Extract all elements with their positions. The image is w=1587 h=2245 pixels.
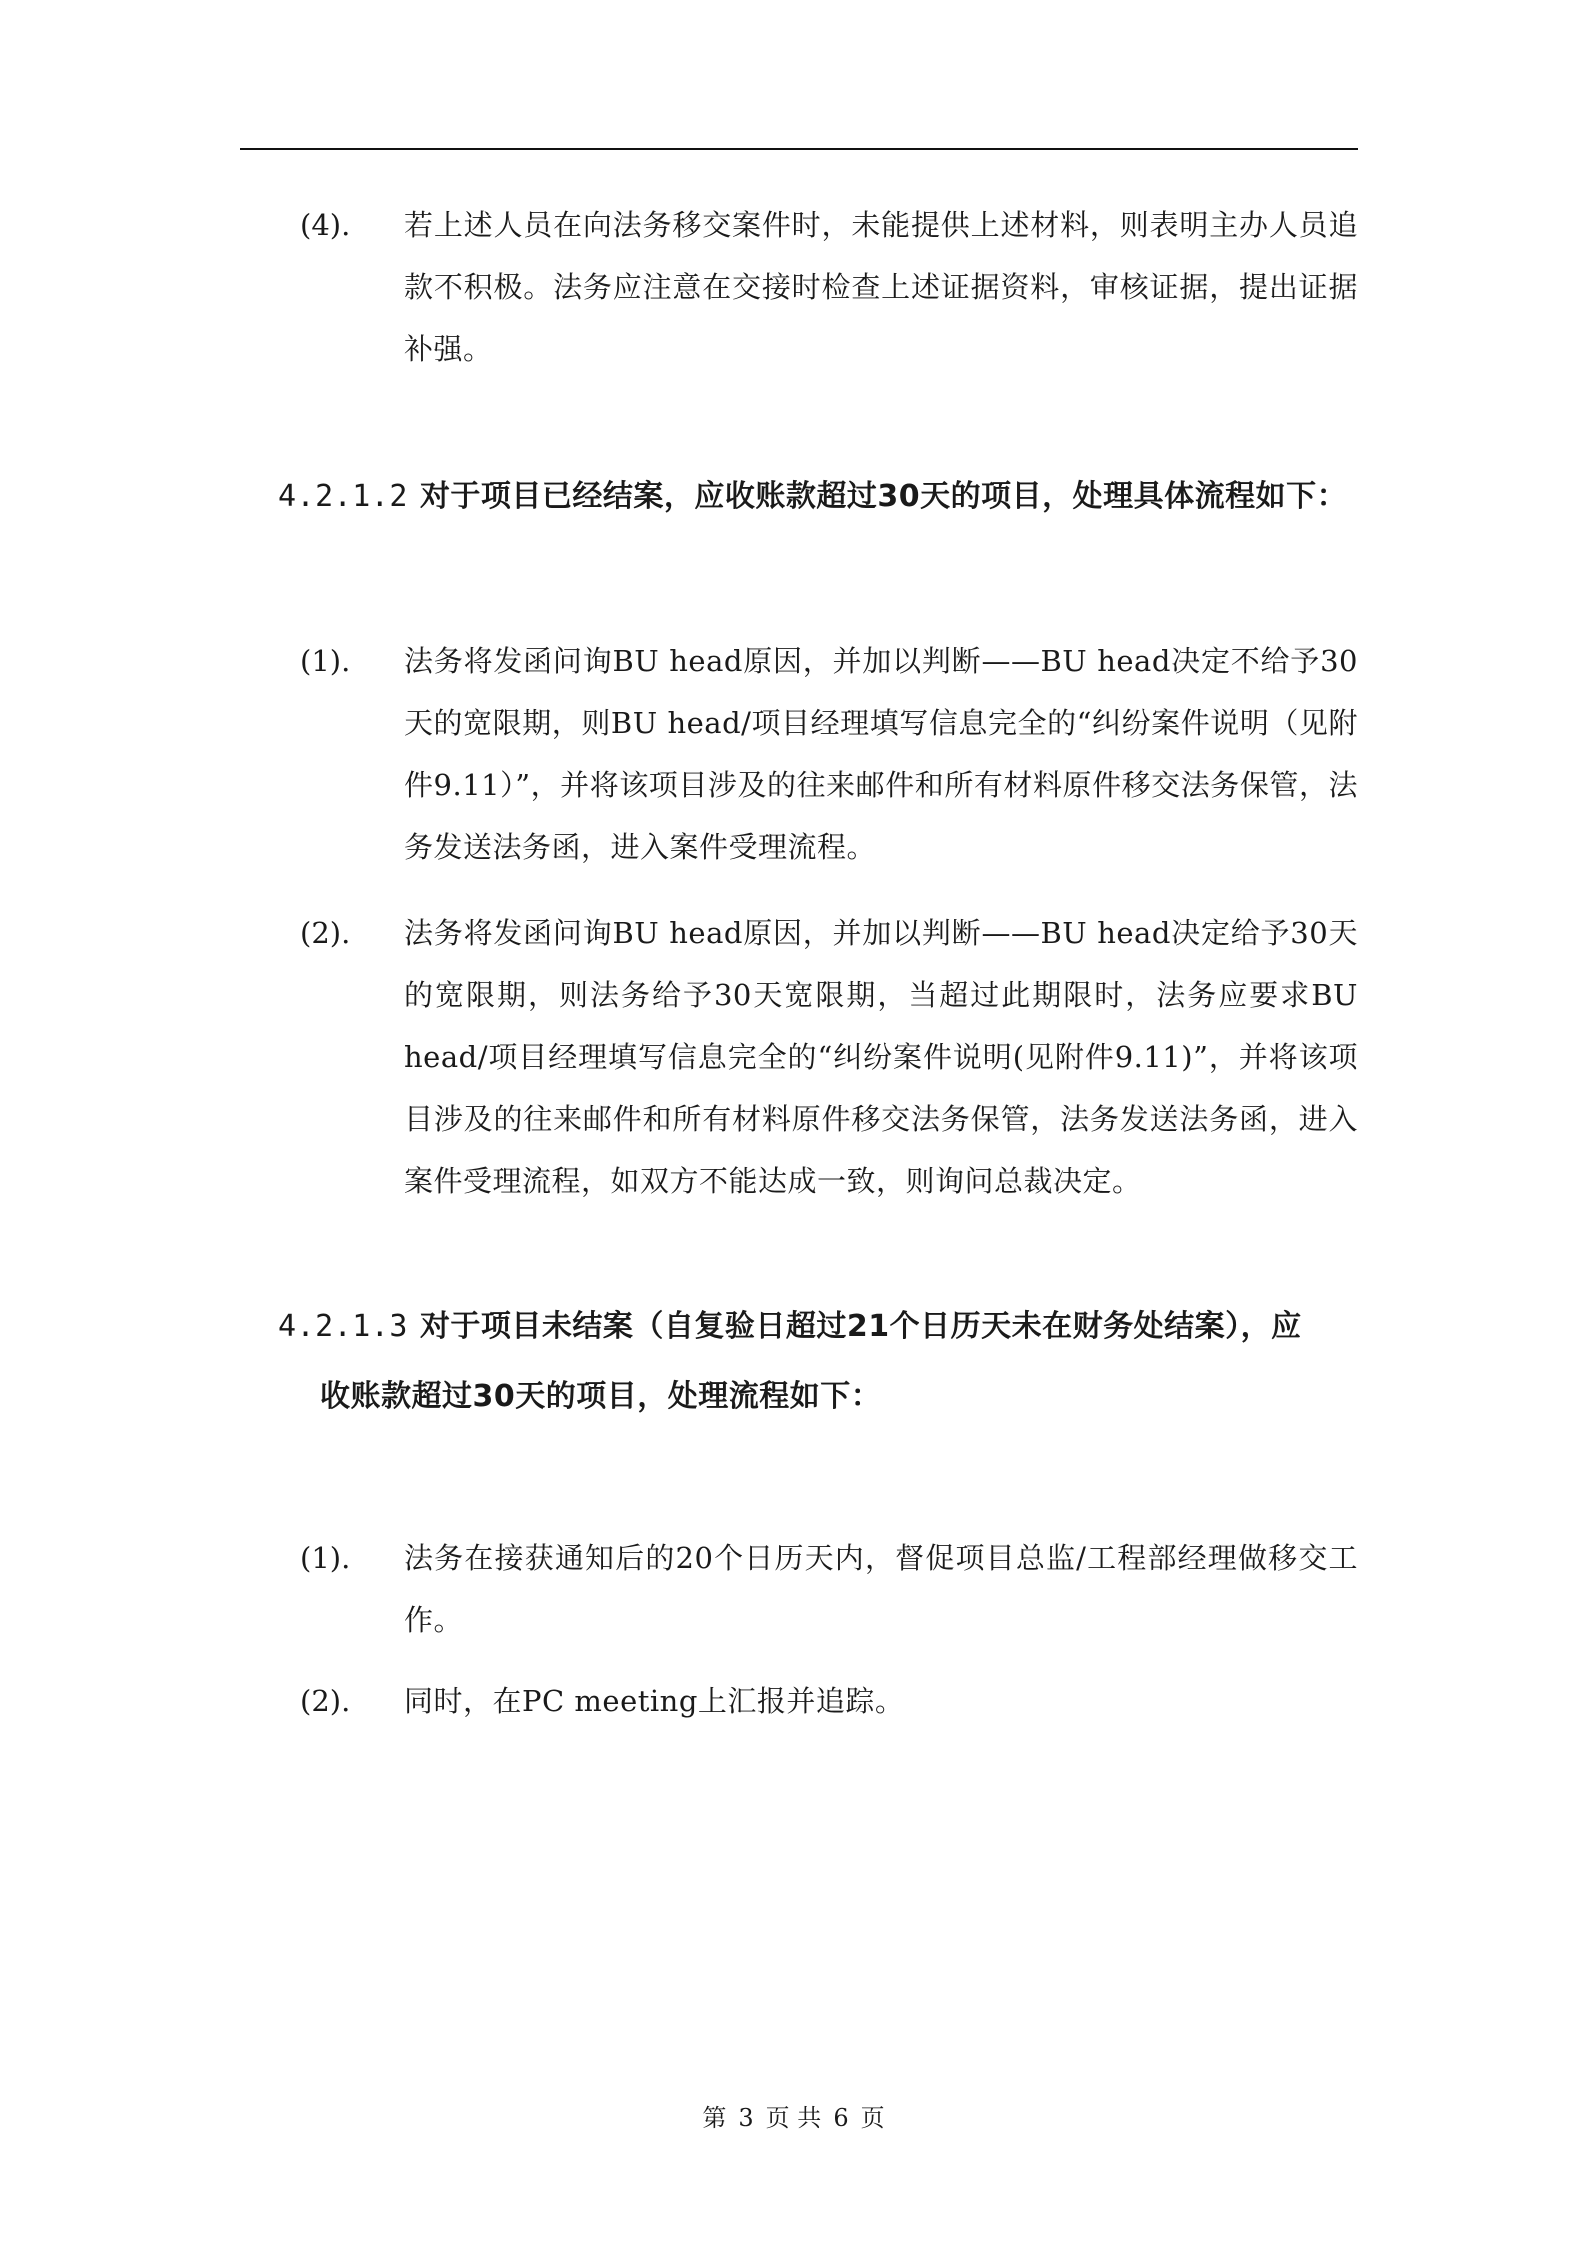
list-item-text: 若上述人员在向法务移交案件时，未能提供上述材料，则表明主办人员追款不积极。法务应注意在交接时检查上述证据资料，审核证据，提出证据补强。 [404,208,1358,366]
list-item [300,1527,1358,1651]
list-item-text: 同时，在PC meeting上汇报并追踪。 [404,1684,905,1718]
list-item-number: (4). [300,208,351,242]
list-item-text: 法务在接获通知后的20个日历天内，督促项目总监/工程部经理做移交工作。 [404,1541,1358,1637]
list-item [300,630,1358,878]
list-item [300,902,1358,1212]
footer-page-number: 3 [738,2104,754,2132]
list-item-text: 法务将发函问询BU head原因，并加以判断——BU head决定给予30天的宽限期，则法务给予30天宽限期，当超过此期限时，法务应要求BU head/项目经理填写信息完全的“纠纷案件说明(见附件9.11)”，并将该项目涉及的往来邮件和所有材料原件移交法务保管，法务发送法务函，进入案件受理流程，如双方不能达成一致，则询问总裁决定。 [404,916,1358,1198]
footer-prefix: 第 [702,2104,727,2132]
footer-total-pages: 6 [833,2104,849,2132]
section-title-line1: 对于项目未结案（自复验日超过21个日历天未在财务处结案），应 [419,1309,1302,1344]
header-rule [240,148,1358,150]
footer-mid: 页 共 [765,2104,822,2132]
section-heading-4-2-1-3 [278,1292,1358,1432]
list-item-text: 法务将发函问询BU head原因，并加以判断——BU head决定不给予30天的宽限期，则BU head/项目经理填写信息完全的“纠纷案件说明（见附件9.11）”，并将该项目涉及的往来邮件和所有材料原件移交法务保管，法务发送法务函，进入案件受理流程。 [404,644,1358,864]
section-number: 4.2.1.3 [278,1309,408,1344]
list-item [300,1670,1358,1732]
section-title-line2: 收账款超过30天的项目，处理流程如下： [320,1379,882,1414]
section-number: 4.2.1.2 [278,479,408,514]
section-title: 对于项目已经结案，应收账款超过30天的项目，处理具体流程如下： [419,479,1348,514]
list-item-number: (2). [300,916,351,950]
list-item-number: (2). [300,1684,351,1718]
page-footer [0,2098,1587,2133]
list-item-number: (1). [300,644,351,678]
footer-suffix: 页 [860,2104,885,2132]
list-item-number: (1). [300,1541,351,1575]
list-item [300,194,1358,380]
section-heading-4-2-1-2 [278,462,1358,532]
